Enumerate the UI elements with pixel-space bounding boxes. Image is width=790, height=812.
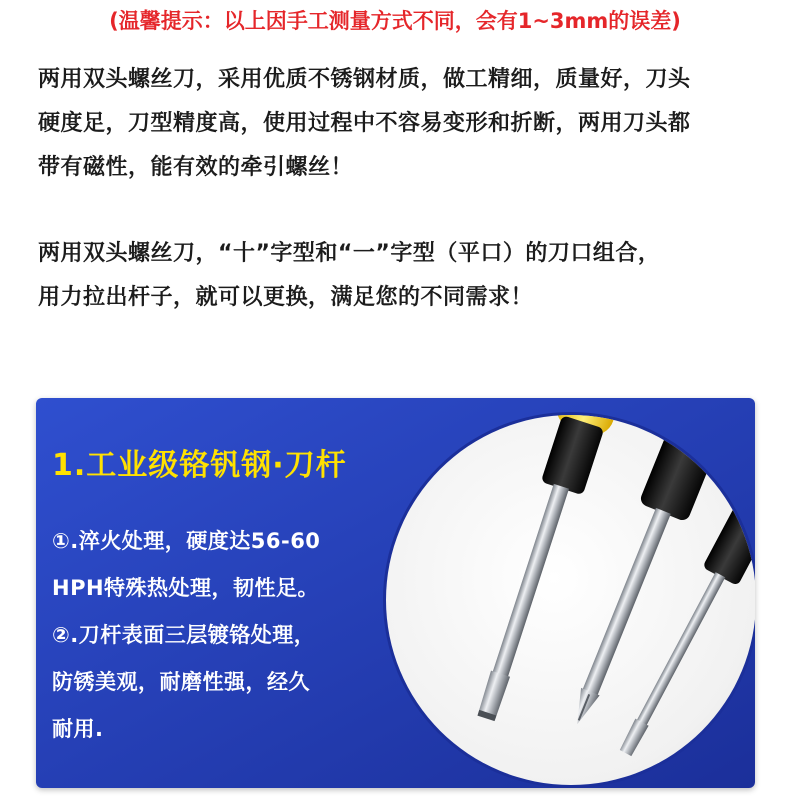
description-line: 用力拉出杆子，就可以更换，满足您的不同需求！: [38, 285, 534, 310]
feature-line: 防锈美观，耐磨性强，经久: [52, 670, 310, 694]
description-line: 硬度足，刀型精度高，使用过程中不容易变形和折断，两用刀头都: [38, 111, 691, 136]
feature-line: ①.淬火处理，硬度达56-60: [52, 529, 321, 553]
feature-line: HPH特殊热处理，韧性足。: [52, 576, 320, 600]
description-line: 两用双头螺丝刀，“十”字型和“一”字型（平口）的刀口组合，: [38, 241, 661, 266]
feature-text: [52, 518, 372, 753]
description-line: 带有磁性，能有效的牵引螺丝！: [38, 155, 354, 180]
feature-card: [36, 398, 755, 788]
measurement-notice: (温馨提示：以上因手工测量方式不同，会有1~3mm的误差): [109, 9, 681, 33]
description-line: 两用双头螺丝刀，采用优质不锈钢材质，做工精细，质量好，刀头: [38, 67, 691, 92]
description-paragraph-2: [38, 232, 758, 320]
screwdrivers-photo: [381, 400, 755, 788]
feature-line: 耐用.: [52, 717, 104, 741]
description-paragraph-1: [38, 58, 758, 190]
feature-line: ②.刀杆表面三层镀铬处理，: [52, 623, 316, 647]
feature-title: 1.工业级铬钒钢·刀杆: [52, 448, 347, 483]
